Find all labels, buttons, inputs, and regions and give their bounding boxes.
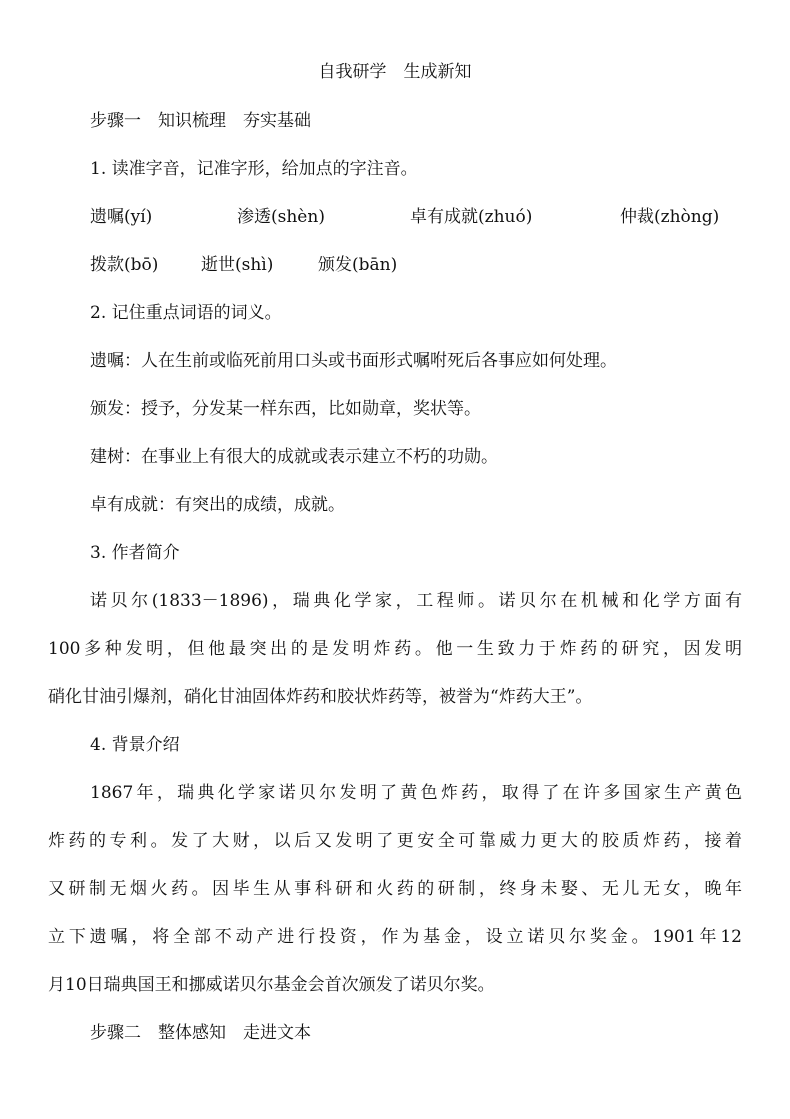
background-paragraph-line: 立下遗嘱，将全部不动产进行投资，作为基金，设立诺贝尔奖金。1901年12 [48,927,742,947]
pinyin-item: 仲裁(zhòng) [620,207,720,227]
question-4: 4. 背景介绍 [90,735,180,755]
definition-jianshu: 建树：在事业上有很大的成就或表示建立不朽的功勋。 [90,447,498,467]
author-paragraph-line: 硝化甘油引爆剂，硝化甘油固体炸药和胶状炸药等，被誉为“炸药大王”。 [48,687,593,707]
pinyin-item: 逝世(shì) [201,255,274,275]
definition-yizhu: 遗嘱：人在生前或临死前用口头或书面形式嘱咐死后各事应如何处理。 [90,351,617,371]
question-3: 3. 作者简介 [90,543,180,563]
pinyin-item: 渗透(shèn) [237,207,325,227]
pinyin-item: 拨款(bō) [90,255,159,275]
definition-banfa: 颁发：授予，分发某一样东西，比如勋章，奖状等。 [90,399,481,419]
background-paragraph-line: 炸药的专利。发了大财，以后又发明了更安全可靠威力更大的胶质炸药，接着 [48,831,742,851]
definition-zhuoyouchengjiu: 卓有成就：有突出的成绩，成就。 [90,495,345,515]
author-paragraph-line: 诺贝尔(1833－1896)，瑞典化学家，工程师。诺贝尔在机械和化学方面有 [90,591,742,611]
pinyin-item: 卓有成就(zhuó) [410,207,533,227]
step-one-heading: 步骤一 知识梳理 夯实基础 [90,111,311,131]
background-paragraph-line: 1867年，瑞典化学家诺贝尔发明了黄色炸药，取得了在许多国家生产黄色 [90,783,742,803]
background-paragraph-line: 又研制无烟火药。因毕生从事科研和火药的研制，终身未娶、无儿无女，晚年 [48,879,742,899]
pinyin-item: 遗嘱(yí) [90,207,153,227]
step-two-heading: 步骤二 整体感知 走进文本 [90,1023,311,1043]
question-2: 2. 记住重点词语的词义。 [90,303,282,323]
pinyin-item: 颁发(bān) [318,255,398,275]
page-title: 自我研学 生成新知 [318,62,472,82]
question-1: 1. 读准字音，记准字形，给加点的字注音。 [90,159,418,179]
background-paragraph-line: 月10日瑞典国王和挪威诺贝尔基金会首次颁发了诺贝尔奖。 [48,975,495,995]
author-paragraph-line: 100多种发明，但他最突出的是发明炸药。他一生致力于炸药的研究，因发明 [48,639,742,659]
